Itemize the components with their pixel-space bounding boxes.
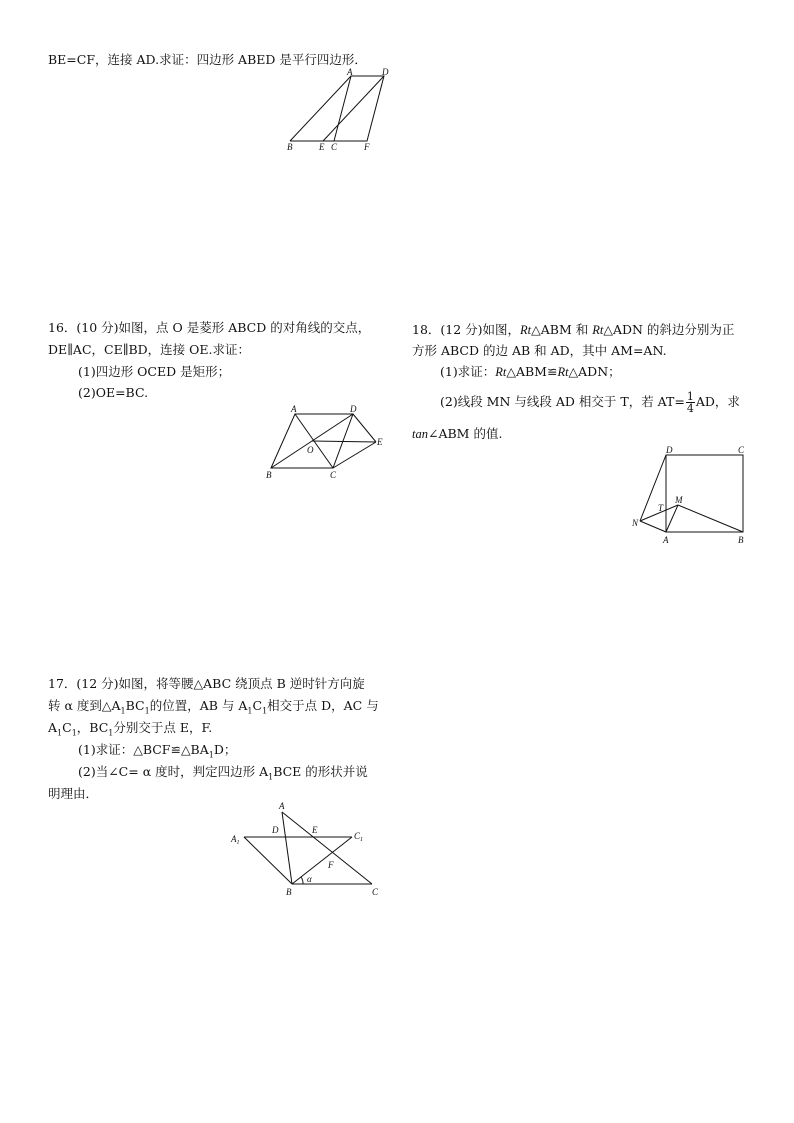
q17-line2: 转 α 度到$\triangle A_1BC_1$的位置，AB 与 $A_1C_1$相交于点 D，AC 与 xyxy=(48,698,379,716)
q18-label-c: C xyxy=(738,445,745,455)
q15-label-d: D xyxy=(382,68,389,77)
q16-part1: (1)四边形 OCED 是矩形； xyxy=(78,364,231,379)
q17-line3: $A_1C_1$，$BC_1$分别交于点 E，F. xyxy=(48,720,213,738)
q17-label-c1: $C_1$ xyxy=(354,831,364,843)
q18-part1: (1)求证：Rt△ABM≌Rt△ADN； xyxy=(440,364,621,379)
q15-label-c: C xyxy=(331,142,338,152)
q15-label-a: A xyxy=(347,68,353,77)
q18-line5: tan∠ABM 的值. xyxy=(412,426,503,441)
q18-label-n: N xyxy=(632,518,639,528)
q15-text: BE=CF，连接 AD.求证：四边形 ABED 是平行四边形． xyxy=(48,52,367,67)
q16-line2: DE∥AC，CE∥BD，连接 OE.求证： xyxy=(48,342,251,357)
q17-label-b: B xyxy=(286,887,292,897)
fraction-one-quarter: $\frac{1}{4}$ xyxy=(686,390,694,415)
q17-label-f: F xyxy=(328,860,334,870)
q18-line2: 方形 ABCD 的边 AB 和 AD，其中 AM=AN. xyxy=(412,343,667,358)
q18-label-d: D xyxy=(666,445,673,455)
q17-label-a1: $A_1$ xyxy=(231,834,240,846)
q17-part1: (1)求证：$\triangle BCF≌\triangle BA_1D$； xyxy=(78,742,237,760)
q18-label-t: T xyxy=(658,503,664,513)
q16-figure xyxy=(264,402,389,480)
q15-label-e: E xyxy=(319,142,325,152)
q17-label-e: E xyxy=(312,825,318,835)
q18-label-m: M xyxy=(675,495,683,505)
q17-label-c: C xyxy=(372,887,379,897)
q17-label-d: D xyxy=(272,825,279,835)
q18-part2: (2)线段 MN 与线段 AD 相交于 T，若 AT= $\frac{1}{4}$ AD，求 xyxy=(440,390,740,415)
q17-label-a: A xyxy=(279,801,285,811)
q17-part2: (2)当∠C= α 度时，判定四边形 $A_1BCE$ 的形状并说 xyxy=(78,764,368,782)
q16-label-a: A xyxy=(291,404,297,414)
q15-label-f: F xyxy=(364,142,370,152)
q16-label-e: E xyxy=(377,437,383,447)
q15-figure xyxy=(284,68,404,152)
q18-figure xyxy=(626,442,752,546)
q18-label-b: B xyxy=(738,535,744,545)
q16-label-o: O xyxy=(307,445,314,455)
q18-label-a: A xyxy=(663,535,669,545)
q17-line1: 17．(12 分)如图，将等腰△ABC 绕顶点 B 逆时针方向旋 xyxy=(48,676,365,691)
q17-line6: 明理由． xyxy=(48,786,99,801)
q16-part2: (2)OE=BC. xyxy=(78,385,149,400)
q16-label-d: D xyxy=(350,404,357,414)
q17-figure xyxy=(228,798,388,900)
q16-label-b: B xyxy=(266,470,272,480)
q16-line1: 16．(10 分)如图，点 O 是菱形 ABCD 的对角线的交点， xyxy=(48,320,371,335)
q15-label-b: B xyxy=(287,142,293,152)
q16-label-c: C xyxy=(330,470,337,480)
q18-line1: 18．(12 分)如图，Rt△ABM 和 Rt△ADN 的斜边分别为正 xyxy=(412,322,735,337)
q17-label-alpha: α xyxy=(307,874,312,884)
